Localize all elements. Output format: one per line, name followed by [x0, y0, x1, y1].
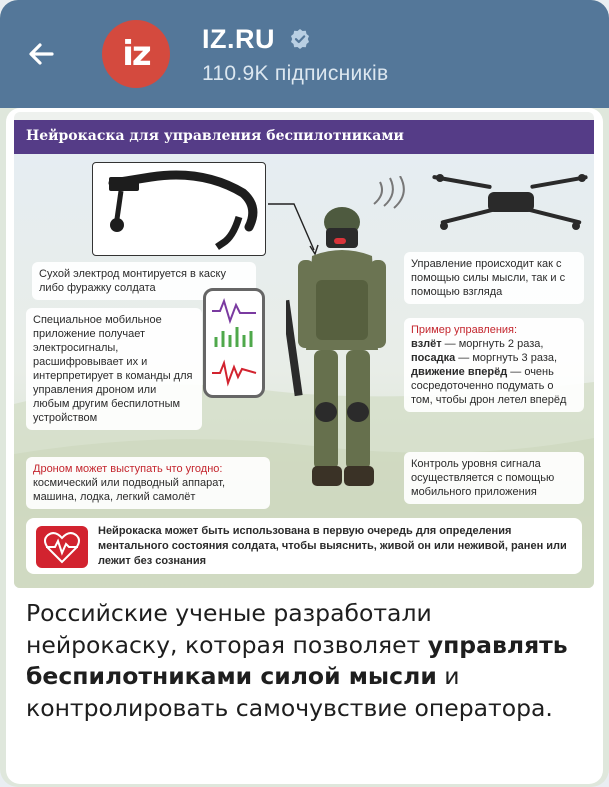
example-takeoff-text: — моргнуть 2 раза,	[444, 338, 544, 350]
heart-pulse-icon	[36, 526, 88, 568]
infographic-title: Нейрокаска для управления беспилотниками	[26, 128, 404, 144]
post-card[interactable]	[6, 108, 603, 784]
channel-name[interactable]: IZ.RU	[202, 24, 275, 54]
example-landing	[411, 351, 577, 365]
example-forward-label: движение вперёд	[411, 366, 508, 378]
drone-icon	[426, 168, 592, 238]
infographic-bottom-note	[26, 518, 582, 574]
note-electrode: Сухой электрод монтируется в каску либо фуражку солдата	[32, 262, 256, 300]
verified-badge-icon	[288, 27, 312, 51]
avatar-logo-text: iz	[122, 34, 150, 74]
example-takeoff-label: взлёт	[411, 338, 442, 350]
note-signal-control: Контроль уровня сигнала осуществляется с помощью мобильного приложения	[404, 452, 584, 504]
channel-header	[0, 0, 609, 108]
headset-icon	[93, 163, 267, 257]
phone-illustration	[203, 288, 265, 398]
example-forward	[411, 365, 577, 407]
example-landing-label: посадка	[411, 352, 456, 364]
infographic-image[interactable]	[14, 112, 594, 588]
post-caption	[26, 598, 586, 724]
infographic-title-banner	[14, 120, 594, 154]
example-forward-text: — очень сосредоточенно подумать о том, чтобы дрон летел вперёд	[411, 366, 567, 406]
note-drone-types-heading: Дроном может выступать что угодно:	[33, 463, 223, 475]
caption-part-2: и контролировать самочувствие оператора.	[26, 662, 553, 722]
waveform-icon	[206, 291, 262, 395]
arrow-left-icon[interactable]	[22, 34, 62, 74]
soldier-illustration	[286, 200, 398, 526]
subscriber-count: 110.9K підписників	[202, 62, 389, 85]
heart-pulse-tile	[36, 526, 88, 568]
note-drone-types	[26, 457, 270, 509]
example-takeoff	[411, 337, 577, 351]
example-landing-text: — моргнуть 3 раза,	[458, 352, 558, 364]
channel-avatar[interactable]	[102, 20, 170, 88]
caption-part-1: Российские ученые разработали нейрокаску, которая позволяет	[26, 599, 432, 659]
note-control-method: Управление происходит как с помощью силы мысли, так и с помощью взгляда	[404, 252, 584, 304]
note-drone-types-body: космический или подводный аппарат, машина, лодка, легкий самолёт	[33, 477, 225, 503]
headset-diagram	[92, 162, 266, 256]
caption-highlight: управлять беспилотниками силой мысли	[26, 630, 568, 690]
bottom-note-text: Нейрокаска может быть использована в первую очередь для определения ментального состояния солдата, чтобы выяснить, живой он или неживой, ранен или лежит без сознания	[98, 525, 567, 567]
note-control-example	[404, 318, 584, 412]
note-mobile-app: Специальное мобильное приложение получает электросигналы, расшифровывает их и интерпретирует в команды для управления дроном или любым другим беспилотным устройством	[26, 308, 202, 430]
example-title: Пример управления:	[411, 324, 518, 336]
